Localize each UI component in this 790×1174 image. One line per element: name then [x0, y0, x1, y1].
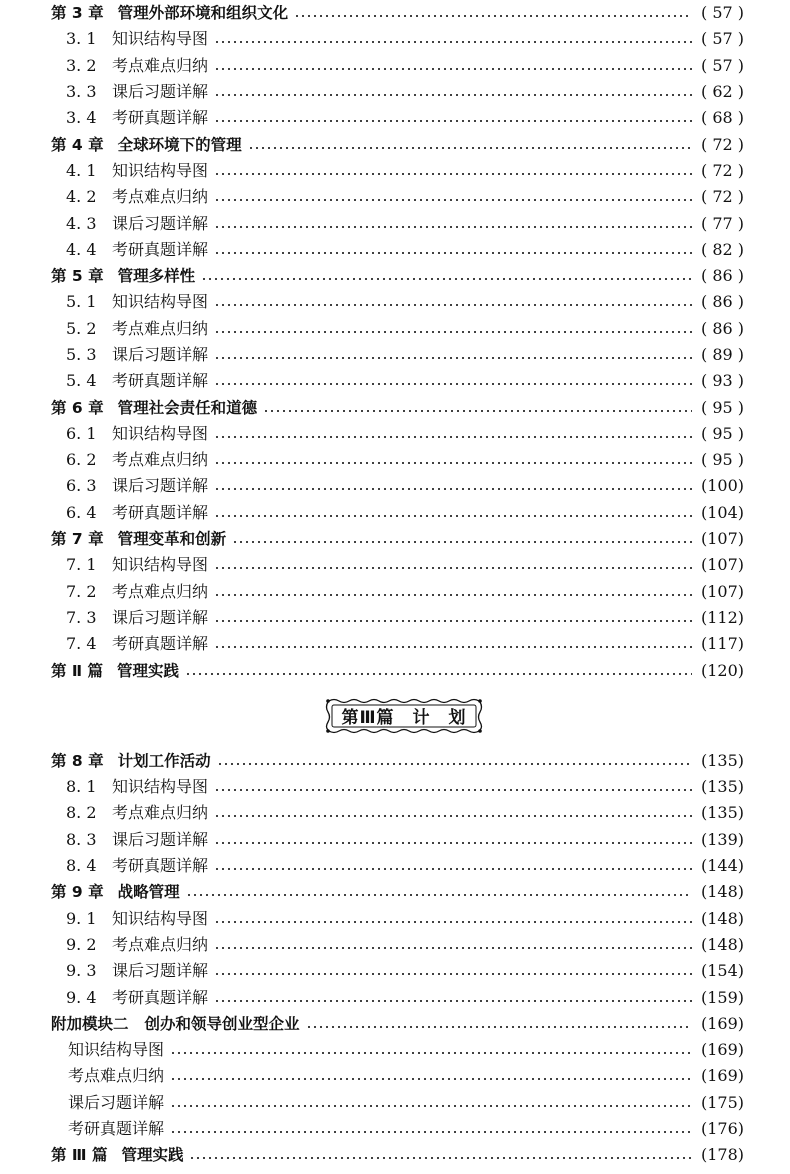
- toc-page-number: ( 89 ): [694, 345, 744, 365]
- toc-page-number: (169): [694, 1066, 744, 1086]
- toc-entry-title: 考点难点归纳: [112, 934, 209, 954]
- dot-leader: [214, 582, 692, 602]
- dot-leader: [170, 1066, 692, 1086]
- dot-leader: [214, 424, 692, 444]
- toc-entry-title: 课后习题详解: [112, 476, 209, 496]
- toc-entry-number: 第 7 章: [51, 530, 104, 549]
- dot-leader: [214, 292, 692, 312]
- toc-chapter-row[interactable]: [0, 1011, 790, 1037]
- dot-leader: [214, 240, 692, 260]
- toc-entry-title: 计划工作活动: [117, 751, 211, 770]
- dot-leader: [214, 777, 692, 797]
- toc-entry-title: 知识结构导图: [112, 29, 209, 49]
- toc-entry-row[interactable]: [0, 105, 790, 131]
- part-heading-title: 第Ⅲ篇 计 划: [341, 708, 467, 729]
- toc-entry-number: 8. 4: [66, 856, 97, 876]
- toc-entry-row[interactable]: [0, 800, 790, 826]
- toc-entry-row[interactable]: [0, 958, 790, 984]
- dot-leader: [214, 476, 692, 496]
- toc-entry-title: 课后习题详解: [112, 213, 209, 233]
- toc-entry-number: 4. 1: [66, 160, 97, 180]
- toc-entry-label: [51, 266, 199, 286]
- dot-leader: [214, 371, 692, 391]
- toc-entry-title: 知识结构导图: [112, 777, 209, 797]
- toc-entry-title: 考研真题详解: [112, 856, 209, 876]
- toc-entry-row[interactable]: [0, 368, 790, 394]
- toc-entry-number: 附加模块二: [51, 1014, 129, 1033]
- toc-entry-number: 第 Ⅱ 篇: [51, 661, 104, 680]
- toc-entry-number: 9. 3: [66, 961, 97, 981]
- toc-entry-label: [51, 3, 292, 23]
- toc-entry-number: 7. 2: [66, 581, 97, 601]
- toc-entry-row[interactable]: [0, 26, 790, 52]
- toc-entry-number: 9. 2: [66, 934, 97, 954]
- toc-page-number: (148): [694, 882, 744, 902]
- toc-entry-row[interactable]: [0, 774, 790, 800]
- toc-entry-row[interactable]: [0, 210, 790, 236]
- toc-entry-number: 8. 3: [66, 829, 97, 849]
- dot-leader: [214, 82, 692, 102]
- dot-leader: [306, 1014, 692, 1034]
- toc-entry-row[interactable]: [0, 237, 790, 263]
- toc-entry-label: [66, 29, 212, 49]
- dot-leader: [214, 608, 692, 628]
- toc-entry-number: 4. 4: [66, 239, 97, 259]
- toc-entry-title: 管理变革和创新: [117, 530, 227, 549]
- toc-entry-number: 5. 4: [66, 371, 97, 391]
- toc-entry-row[interactable]: [0, 316, 790, 342]
- toc-page-number: (107): [694, 529, 744, 549]
- toc-entry-title: 考点难点归纳: [112, 450, 209, 470]
- toc-chapter-row[interactable]: [0, 526, 790, 552]
- toc-entry-row[interactable]: [0, 289, 790, 315]
- dot-leader: [214, 803, 692, 823]
- toc-entry-row[interactable]: [0, 79, 790, 105]
- toc-entry-row[interactable]: [0, 53, 790, 79]
- toc-page-number: ( 86 ): [694, 292, 744, 312]
- toc-entry-number: 8. 2: [66, 803, 97, 823]
- toc-entry-label: [51, 751, 215, 771]
- toc-page-number: ( 62 ): [694, 82, 744, 102]
- toc-section-part-3: [0, 748, 790, 1169]
- toc-entry-title: 知识结构导图: [112, 423, 209, 443]
- toc-chapter-row[interactable]: [0, 657, 790, 683]
- toc-entry-label: [66, 292, 212, 312]
- toc-page-number: (135): [694, 803, 744, 823]
- toc-entry-title: 战略管理: [117, 883, 180, 902]
- toc-entry-number: 6. 2: [66, 450, 97, 470]
- toc-entry-label: [66, 555, 212, 575]
- toc-entry-number: 3. 4: [66, 108, 97, 128]
- toc-entry-number: 3. 3: [66, 82, 97, 102]
- toc-page-number: ( 57 ): [694, 3, 744, 23]
- dot-leader: [185, 661, 692, 681]
- toc-entry-label: [66, 988, 212, 1008]
- toc-entry-title: 考点难点归纳: [112, 803, 209, 823]
- toc-entry-number: 第 9 章: [51, 883, 104, 902]
- toc-entry-title: 课后习题详解: [112, 345, 209, 364]
- toc-chapter-row[interactable]: [0, 394, 790, 420]
- toc-page-number: (178): [694, 1145, 744, 1165]
- dot-leader: [214, 56, 692, 76]
- dot-leader: [294, 3, 692, 23]
- toc-chapter-row[interactable]: [0, 0, 790, 26]
- toc-entry-number: 9. 1: [66, 908, 97, 928]
- toc-entry-label: [66, 608, 212, 628]
- toc-page-number: (120): [694, 661, 744, 681]
- toc-page-number: ( 95 ): [694, 398, 744, 418]
- toc-entry-row[interactable]: [0, 984, 790, 1010]
- toc-entry-row[interactable]: [0, 421, 790, 447]
- toc-entry-row[interactable]: [0, 552, 790, 578]
- dot-leader: [214, 856, 692, 876]
- toc-entry-row[interactable]: [0, 1037, 790, 1063]
- toc-page-number: (135): [694, 777, 744, 797]
- toc-page-number: ( 57 ): [694, 56, 744, 76]
- toc-entry-row[interactable]: [0, 500, 790, 526]
- dot-leader: [214, 961, 692, 981]
- toc-entry-row[interactable]: [0, 853, 790, 879]
- toc-entry-label: [51, 398, 261, 418]
- toc-page-number: ( 57 ): [694, 29, 744, 49]
- toc-entry-label: [68, 1093, 168, 1113]
- toc-entry-number: 3. 2: [66, 55, 97, 75]
- dot-leader: [263, 398, 692, 418]
- toc-entry-number: 7. 4: [66, 634, 97, 654]
- toc-entry-title: 知识结构导图: [112, 160, 209, 180]
- toc-page-number: ( 68 ): [694, 108, 744, 128]
- toc-page-number: ( 86 ): [694, 266, 744, 286]
- dot-leader: [170, 1093, 692, 1113]
- toc-entry-title: 考点难点归纳: [112, 318, 209, 338]
- toc-entry-title: 课后习题详解: [68, 1092, 165, 1112]
- toc-entry-row[interactable]: [0, 184, 790, 210]
- toc-entry-label: [68, 1040, 168, 1060]
- dot-leader: [214, 909, 692, 929]
- toc-entry-label: [66, 161, 212, 181]
- dot-leader: [248, 135, 692, 155]
- toc-entry-number: 第 4 章: [51, 135, 104, 154]
- toc-entry-label: [66, 187, 212, 207]
- toc-entry-label: [66, 803, 212, 823]
- toc-entry-title: 创办和领导创业型企业: [144, 1014, 300, 1033]
- toc-entry-title: 考点难点归纳: [112, 581, 209, 601]
- toc-page-number: (154): [694, 961, 744, 981]
- dot-leader: [214, 450, 692, 470]
- toc-entry-title: 管理外部环境和组织文化: [117, 4, 289, 23]
- toc-page-number: (139): [694, 830, 744, 850]
- toc-page-number: ( 72 ): [694, 161, 744, 181]
- toc-entry-number: 8. 1: [66, 777, 97, 797]
- toc-entry-row[interactable]: [0, 827, 790, 853]
- toc-entry-number: 第 3 章: [51, 4, 104, 23]
- toc-entry-number: 7. 3: [66, 607, 97, 627]
- dot-leader: [186, 882, 692, 902]
- toc-entry-number: 第 6 章: [51, 398, 104, 417]
- toc-entry-title: 考研真题详解: [112, 371, 209, 391]
- toc-entry-row[interactable]: [0, 605, 790, 631]
- part-heading-banner: [0, 684, 790, 748]
- toc-entry-number: 5. 3: [66, 345, 97, 364]
- toc-page-number: ( 86 ): [694, 319, 744, 339]
- toc-page-number: (100): [694, 476, 744, 496]
- toc-page-number: (144): [694, 856, 744, 876]
- toc-entry-row[interactable]: [0, 342, 790, 368]
- toc-entry-label: [66, 830, 212, 850]
- toc-entry-title: 考研真题详解: [68, 1119, 165, 1139]
- toc-entry-number: 3. 1: [66, 29, 97, 49]
- toc-entry-title: 考研真题详解: [112, 108, 209, 128]
- toc-entry-label: [51, 135, 246, 155]
- toc-entry-label: [66, 476, 212, 496]
- toc-chapter-row[interactable]: [0, 879, 790, 905]
- dot-leader: [189, 1145, 692, 1165]
- dot-leader: [214, 108, 692, 128]
- toc-page-number: (104): [694, 503, 744, 523]
- dot-leader: [214, 214, 692, 234]
- dot-leader: [214, 345, 692, 365]
- toc-entry-title: 考点难点归纳: [68, 1066, 165, 1086]
- toc-entry-title: 管理社会责任和道德: [117, 398, 258, 417]
- toc-entry-label: [51, 1145, 187, 1165]
- toc-entry-label: [66, 582, 212, 602]
- toc-entry-label: [66, 777, 212, 797]
- toc-entry-label: [66, 108, 212, 128]
- toc-entry-number: 第 8 章: [51, 751, 104, 770]
- toc-entry-number: 5. 2: [66, 318, 97, 338]
- toc-page-number: (107): [694, 582, 744, 602]
- toc-page-number: (176): [694, 1119, 744, 1139]
- dot-leader: [214, 161, 692, 181]
- dot-leader: [214, 29, 692, 49]
- toc-entry-label: [66, 856, 212, 876]
- toc-page-number: (107): [694, 555, 744, 575]
- toc-chapter-row[interactable]: [0, 748, 790, 774]
- toc-entry-label: [66, 503, 212, 523]
- toc-page-number: ( 77 ): [694, 214, 744, 234]
- toc-entry-label: [51, 529, 230, 549]
- dot-leader: [170, 1119, 692, 1139]
- toc-entry-number: 5. 1: [66, 292, 97, 312]
- dot-leader: [232, 529, 692, 549]
- toc-entry-label: [51, 661, 183, 681]
- dot-leader: [214, 319, 692, 339]
- toc-page-number: ( 95 ): [694, 450, 744, 470]
- toc-entry-label: [51, 1014, 304, 1034]
- toc-entry-title: 管理多样性: [117, 267, 196, 286]
- toc-entry-title: 课后习题详解: [112, 607, 209, 627]
- dot-leader: [201, 266, 692, 286]
- toc-entry-label: [66, 909, 212, 929]
- toc-entry-label: [66, 214, 212, 234]
- toc-page-number: (169): [694, 1014, 744, 1034]
- toc-entry-label: [68, 1119, 168, 1139]
- dot-leader: [214, 988, 692, 1008]
- toc-entry-number: 6. 3: [66, 476, 97, 496]
- toc-entry-number: 6. 1: [66, 423, 97, 443]
- toc-entry-row[interactable]: [0, 906, 790, 932]
- toc-entry-title: 管理实践: [117, 661, 180, 680]
- toc-entry-title: 全球环境下的管理: [117, 135, 242, 154]
- toc-entry-row[interactable]: [0, 447, 790, 473]
- dot-leader: [214, 187, 692, 207]
- toc-page-number: (148): [694, 909, 744, 929]
- toc-entry-row[interactable]: [0, 158, 790, 184]
- toc-entry-row[interactable]: [0, 631, 790, 657]
- toc-entry-number: 第 Ⅲ 篇: [51, 1146, 108, 1165]
- toc-page-number: (112): [694, 608, 744, 628]
- toc-entry-label: [66, 345, 212, 365]
- toc-page-number: ( 72 ): [694, 187, 744, 207]
- toc-entry-number: 4. 3: [66, 213, 97, 233]
- toc-page-number: (135): [694, 751, 744, 771]
- toc-entry-label: [66, 240, 212, 260]
- toc-page-number: ( 93 ): [694, 371, 744, 391]
- toc-entry-row[interactable]: [0, 932, 790, 958]
- toc-entry-title: 考点难点归纳: [112, 187, 209, 207]
- toc-entry-number: 6. 4: [66, 502, 97, 522]
- toc-entry-title: 课后习题详解: [112, 829, 209, 849]
- toc-entry-row[interactable]: [0, 473, 790, 499]
- dot-leader: [170, 1040, 692, 1060]
- toc-entry-label: [68, 1066, 168, 1086]
- dot-leader: [214, 555, 692, 575]
- toc-entry-title: 管理实践: [121, 1146, 184, 1165]
- dot-leader: [214, 830, 692, 850]
- toc-entry-number: 第 5 章: [51, 267, 104, 286]
- toc-entry-label: [66, 935, 212, 955]
- toc-entry-label: [66, 961, 212, 981]
- toc-entry-title: 考点难点归纳: [112, 55, 209, 75]
- toc-page-number: (169): [694, 1040, 744, 1060]
- toc-entry-row[interactable]: [0, 1090, 790, 1116]
- toc-entry-title: 考研真题详解: [112, 239, 209, 259]
- part-heading-frame: [323, 697, 485, 735]
- dot-leader: [214, 503, 692, 523]
- toc-page-number: (159): [694, 988, 744, 1008]
- toc-entry-number: 4. 2: [66, 187, 97, 207]
- toc-entry-row[interactable]: [0, 579, 790, 605]
- dot-leader: [214, 634, 692, 654]
- toc-entry-title: 知识结构导图: [68, 1040, 165, 1060]
- toc-entry-title: 知识结构导图: [112, 292, 209, 312]
- toc-entry-row[interactable]: [0, 1116, 790, 1142]
- toc-entry-row[interactable]: [0, 1063, 790, 1089]
- toc-chapter-row[interactable]: [0, 1142, 790, 1168]
- toc-chapter-row[interactable]: [0, 263, 790, 289]
- toc-entry-number: 9. 4: [66, 987, 97, 1007]
- toc-entry-title: 考研真题详解: [112, 634, 209, 654]
- toc-page-number: ( 72 ): [694, 135, 744, 155]
- dot-leader: [217, 751, 692, 771]
- toc-entry-label: [51, 882, 184, 902]
- toc-page-number: ( 95 ): [694, 424, 744, 444]
- toc-page-number: ( 82 ): [694, 240, 744, 260]
- toc-entry-label: [66, 371, 212, 391]
- dot-leader: [214, 935, 692, 955]
- toc-entry-label: [66, 424, 212, 444]
- toc-entry-label: [66, 634, 212, 654]
- toc-entry-title: 知识结构导图: [112, 555, 209, 575]
- toc-entry-label: [66, 319, 212, 339]
- toc-page-number: (175): [694, 1093, 744, 1113]
- toc-entry-number: 7. 1: [66, 555, 97, 575]
- toc-chapter-row[interactable]: [0, 131, 790, 157]
- toc-page-number: (117): [694, 634, 744, 654]
- toc-entry-label: [66, 450, 212, 470]
- toc-entry-title: 考研真题详解: [112, 502, 209, 522]
- toc-entry-label: [66, 56, 212, 76]
- toc-entry-title: 课后习题详解: [112, 961, 209, 981]
- toc-entry-title: 知识结构导图: [112, 908, 209, 928]
- toc-entry-title: 考研真题详解: [112, 987, 209, 1007]
- toc-entry-label: [66, 82, 212, 102]
- toc-entry-title: 课后习题详解: [112, 82, 209, 102]
- toc-page-number: (148): [694, 935, 744, 955]
